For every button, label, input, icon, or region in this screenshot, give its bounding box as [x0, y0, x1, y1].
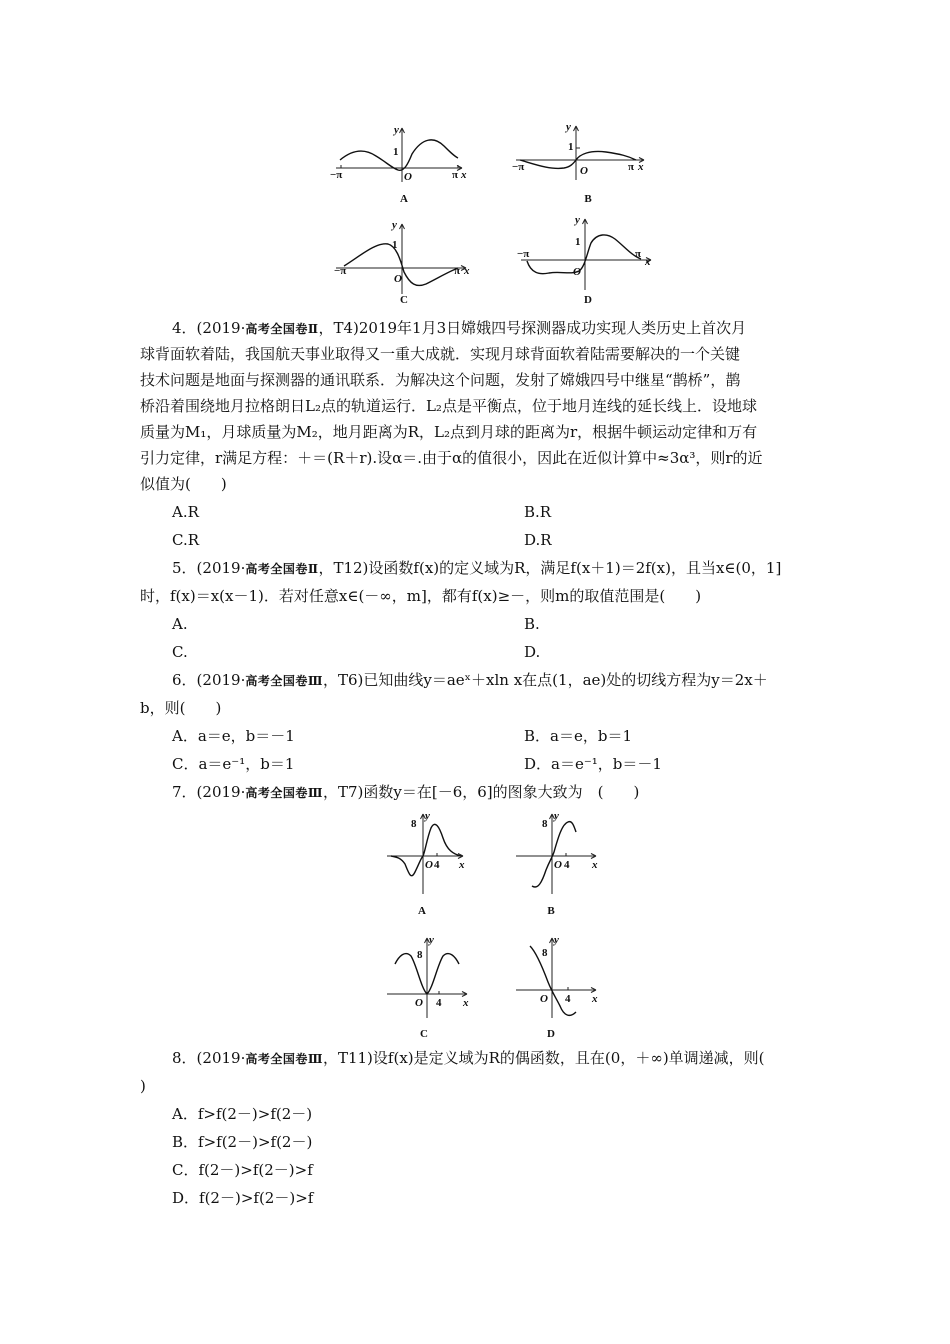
q7a-origin: O [425, 859, 433, 871]
q7c-y-label: y [429, 934, 434, 946]
q3-graph-b [510, 120, 650, 185]
q4-line-4: 桥沿着围绕地月拉格朗日L₂点的轨道运行．L₂点是平衡点，位于地月连线的延长线上．设地球 [140, 397, 757, 415]
q7b-y-label: y [554, 810, 559, 822]
q7d-y-label: y [554, 934, 559, 946]
q3d-y-label: y [575, 214, 580, 226]
q7b-four-tick: 4 [564, 859, 570, 871]
q7-graph-a-label: A [418, 905, 426, 917]
q3c-x-label: x [464, 265, 470, 277]
q3b-y-label: y [566, 121, 571, 133]
q3b-one-tick: 1 [568, 141, 574, 153]
q7d-four-tick: 4 [565, 993, 571, 1005]
q8-option-d: D．f(2－)>f(2－)>f [172, 1189, 314, 1207]
q8-option-a: A．f>f(2－)>f(2－) [172, 1105, 313, 1123]
q5-option-a: A. [172, 615, 188, 633]
q4-option-d: D.R [524, 531, 552, 549]
q5-option-c: C. [172, 643, 188, 661]
q8-option-b: B．f>f(2－)>f(2－) [172, 1133, 313, 1151]
q4-line-1: 4．(2019·高考全国卷Ⅱ，T4)2019年1月3日嫦娥四号探测器成功实现人类历史上首次月 [172, 319, 747, 337]
q7d-origin: O [540, 993, 548, 1005]
q3d-one-tick: 1 [575, 236, 581, 248]
q3a-one-tick: 1 [393, 146, 399, 158]
q4-line-6: 引力定律，r满足方程：＋＝(R＋r).设α＝.由于α的值很小，因此在近似计算中≈3α³，则r的近 [140, 449, 763, 467]
q8-option-c: C．f(2－)>f(2－)>f [172, 1161, 313, 1179]
q3-graph-a [330, 120, 470, 185]
q7c-origin: O [415, 997, 423, 1009]
q3b-origin: O [580, 165, 588, 177]
q7d-x-label: x [592, 993, 598, 1005]
q7-graph-c-label: C [420, 1028, 428, 1040]
q3-graph-b-label: B [584, 193, 592, 205]
q7c-four-tick: 4 [436, 997, 442, 1009]
q7a-eight-tick: 8 [411, 818, 417, 830]
q4-option-c: C.R [172, 531, 200, 549]
q7-line-1: 7．(2019·高考全国卷Ⅲ，T7)函数y＝在[－6，6]的图象大致为 ( ) [172, 783, 640, 801]
q3c-origin: O [394, 273, 402, 285]
q7-graph-d [512, 932, 602, 1022]
q7a-x-label: x [459, 859, 465, 871]
q3-graph-c [330, 218, 470, 298]
q5-option-b: B. [524, 615, 540, 633]
q8-line-1: 8．(2019·高考全国卷Ⅲ，T11)设f(x)是定义域为R的偶函数，且在(0，＋∞)单调递减，则( [172, 1049, 765, 1067]
q6-option-a: A．a＝e，b＝－1 [172, 727, 295, 745]
q7c-eight-tick: 8 [417, 949, 423, 961]
q6-option-d: D．a＝e⁻¹，b＝－1 [524, 755, 662, 773]
q6-line-2: b，则( ) [140, 699, 222, 717]
q5-line-1: 5．(2019·高考全国卷Ⅱ，T12)设函数f(x)的定义域为R，满足f(x＋1)＝2f(x)，且当x∈(0，1] [172, 559, 782, 577]
q7-graph-c [383, 932, 473, 1022]
q6-option-b: B．a＝e，b＝1 [524, 727, 632, 745]
q7b-eight-tick: 8 [542, 818, 548, 830]
q7a-four-tick: 4 [434, 859, 440, 871]
q3b-x-label: x [638, 161, 644, 173]
q3a-left-tick: −π [330, 169, 343, 181]
q3b-right-tick: π [628, 161, 635, 173]
q3c-y-label: y [392, 219, 397, 231]
q4-option-b: B.R [524, 503, 552, 521]
q6-option-c: C．a＝e⁻¹，b＝1 [172, 755, 295, 773]
q5-option-d: D. [524, 643, 541, 661]
q4-line-3: 技术问题是地面与探测器的通讯联系．为解决这个问题，发射了嫦娥四号中继星“鹊桥”，鹊 [140, 371, 741, 389]
q5-line-2: 时，f(x)＝x(x－1)．若对任意x∈(－∞，m]，都有f(x)≥－，则m的取值范围是( ) [140, 587, 702, 605]
q7b-origin: O [554, 859, 562, 871]
q4-line-7: 似值为( ) [140, 475, 227, 493]
q3c-left-tick: −π [334, 265, 347, 277]
q3a-right-tick: π [452, 169, 459, 181]
q4-option-a: A.R [172, 503, 199, 521]
q7-graph-d-label: D [547, 1028, 555, 1040]
q3-graph-a-label: A [400, 193, 408, 205]
q3a-y-label: y [394, 124, 399, 136]
q3a-x-label: x [461, 169, 467, 181]
q4-line-5: 质量为M₁，月球质量为M₂，地月距离为R，L₂点到月球的距离为r，根据牛顿运动定律和万有 [140, 423, 758, 441]
q3d-right-tick: π [635, 248, 642, 260]
q7-graph-b-label: B [547, 905, 555, 917]
q8-line-2: ) [140, 1077, 146, 1095]
q3-graph-d-label: D [584, 294, 592, 306]
q7d-eight-tick: 8 [542, 947, 548, 959]
q3b-left-tick: −π [512, 161, 525, 173]
q4-line-2: 球背面软着陆，我国航天事业取得又一重大成就．实现月球背面软着陆需要解决的一个关键 [140, 345, 741, 363]
q6-line-1: 6．(2019·高考全国卷Ⅲ，T6)已知曲线y＝aeˣ＋xln x在点(1，ae)处的切线方程为y＝2x＋ [172, 671, 768, 689]
q3d-x-label: x [645, 256, 651, 268]
q7-graph-a [383, 808, 473, 898]
q7b-x-label: x [592, 859, 598, 871]
q7-graph-b [512, 808, 602, 898]
q3-graph-d [515, 215, 655, 295]
q3d-origin: O [573, 266, 581, 278]
q3d-left-tick: −π [517, 248, 530, 260]
q3c-one-tick: 1 [392, 239, 398, 251]
q7a-y-label: y [425, 810, 430, 822]
q3-graph-c-label: C [400, 294, 408, 306]
q3a-origin: O [404, 171, 412, 183]
q7c-x-label: x [463, 997, 469, 1009]
q3c-right-tick: π [454, 265, 461, 277]
